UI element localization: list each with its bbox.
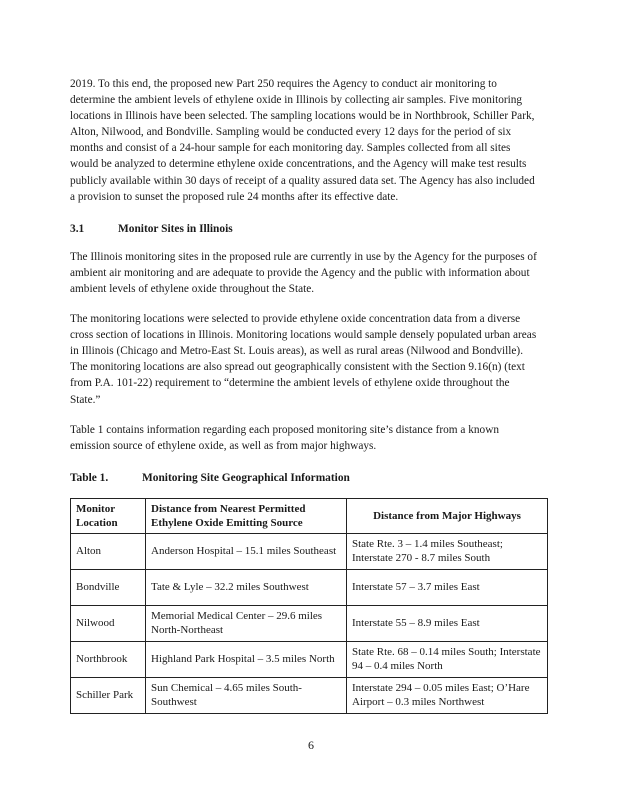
intro-paragraph: 2019. To this end, the proposed new Part 250 requires the Agency to conduct air monitoring to determine the ambient levels of ethylene oxide in Illinois by collecting air samples. Five monitoring locations in Illinois have been selected. The sampling locations would be in Northbrook, Schiller Park, Alton, Nilwood, and Bondville. Sampling would be conducted every 12 days for the period of six months and consist of a 24-hour sample for each monitoring day. Samples collected from all sites would be analyzed to determine ethylene oxide concentrations, and the Agency will make test results publicly available within 30 days of receipt of a quality assured data set. The Agency has also included a provision to sunset the proposed rule 24 months after its effective date. [70, 78, 535, 203]
table-row [71, 605, 548, 641]
cell-highways: Interstate 57 – 3.7 miles East [347, 569, 548, 605]
table-row [71, 533, 548, 569]
page-number: 6 [308, 738, 314, 752]
table-row [71, 677, 548, 713]
cell-location: Bondville [71, 569, 146, 605]
cell-highways: Interstate 294 – 0.05 miles East; O’Hare Airport – 0.3 miles Northwest [347, 677, 548, 713]
cell-location: Alton [71, 533, 146, 569]
table-caption [70, 472, 540, 484]
table-header-row [71, 498, 548, 533]
table-title: Monitoring Site Geographical Information [142, 471, 350, 484]
cell-location: Northbrook [71, 641, 146, 677]
section-number: 3.1 [70, 222, 85, 235]
cell-highways: State Rte. 3 – 1.4 miles Southeast; Interstate 270 - 8.7 miles South [347, 533, 548, 569]
section-title: Monitor Sites in Illinois [118, 222, 233, 235]
cell-highways: State Rte. 68 – 0.14 miles South; Interstate 94 – 0.4 miles North [347, 641, 548, 677]
monitoring-site-table [70, 498, 548, 714]
cell-source: Tate & Lyle – 32.2 miles Southwest [146, 569, 347, 605]
section-heading [70, 223, 540, 235]
cell-source: Anderson Hospital – 15.1 miles Southeast [146, 533, 347, 569]
cell-source: Memorial Medical Center – 29.6 miles North-Northeast [146, 605, 347, 641]
paragraph-monitor-locations: The monitoring locations were selected to provide ethylene oxide concentration data from a diverse cross section of locations in Illinois. Monitoring locations would sample densely populated urban areas in Illinois (Chicago and Metro-East St. Louis areas), as well as rural areas (Nilwood and Bondville). The monitoring locations are also spread out geographically consistent with the Section 9.16(n) (text from P.A. 101-22) requirement to “determine the ambient levels of ethylene oxide throughout the State.” [70, 313, 537, 406]
paragraph-monitor-sites: The Illinois monitoring sites in the proposed rule are currently in use by the Agency for the purposes of ambient air monitoring and are adequate to provide the Agency and the public with information about ambient levels of ethylene oxide throughout the State. [70, 250, 537, 295]
cell-location: Nilwood [71, 605, 146, 641]
cell-location: Schiller Park [71, 677, 146, 713]
cell-source: Highland Park Hospital – 3.5 miles North [146, 641, 347, 677]
header-highways: Distance from Major Highways [347, 498, 548, 533]
header-emitting-source: Distance from Nearest Permitted Ethylene Oxide Emitting Source [146, 498, 347, 533]
cell-highways: Interstate 55 – 8.9 miles East [347, 605, 548, 641]
paragraph-table-intro: Table 1 contains information regarding each proposed monitoring site’s distance from a known emission source of ethylene oxide, as well as from major highways. [70, 423, 500, 452]
header-monitor-location: Monitor Location [71, 498, 146, 533]
table-label: Table 1. [70, 471, 109, 484]
cell-source: Sun Chemical – 4.65 miles South-Southwest [146, 677, 347, 713]
table-row [71, 569, 548, 605]
table-row [71, 641, 548, 677]
